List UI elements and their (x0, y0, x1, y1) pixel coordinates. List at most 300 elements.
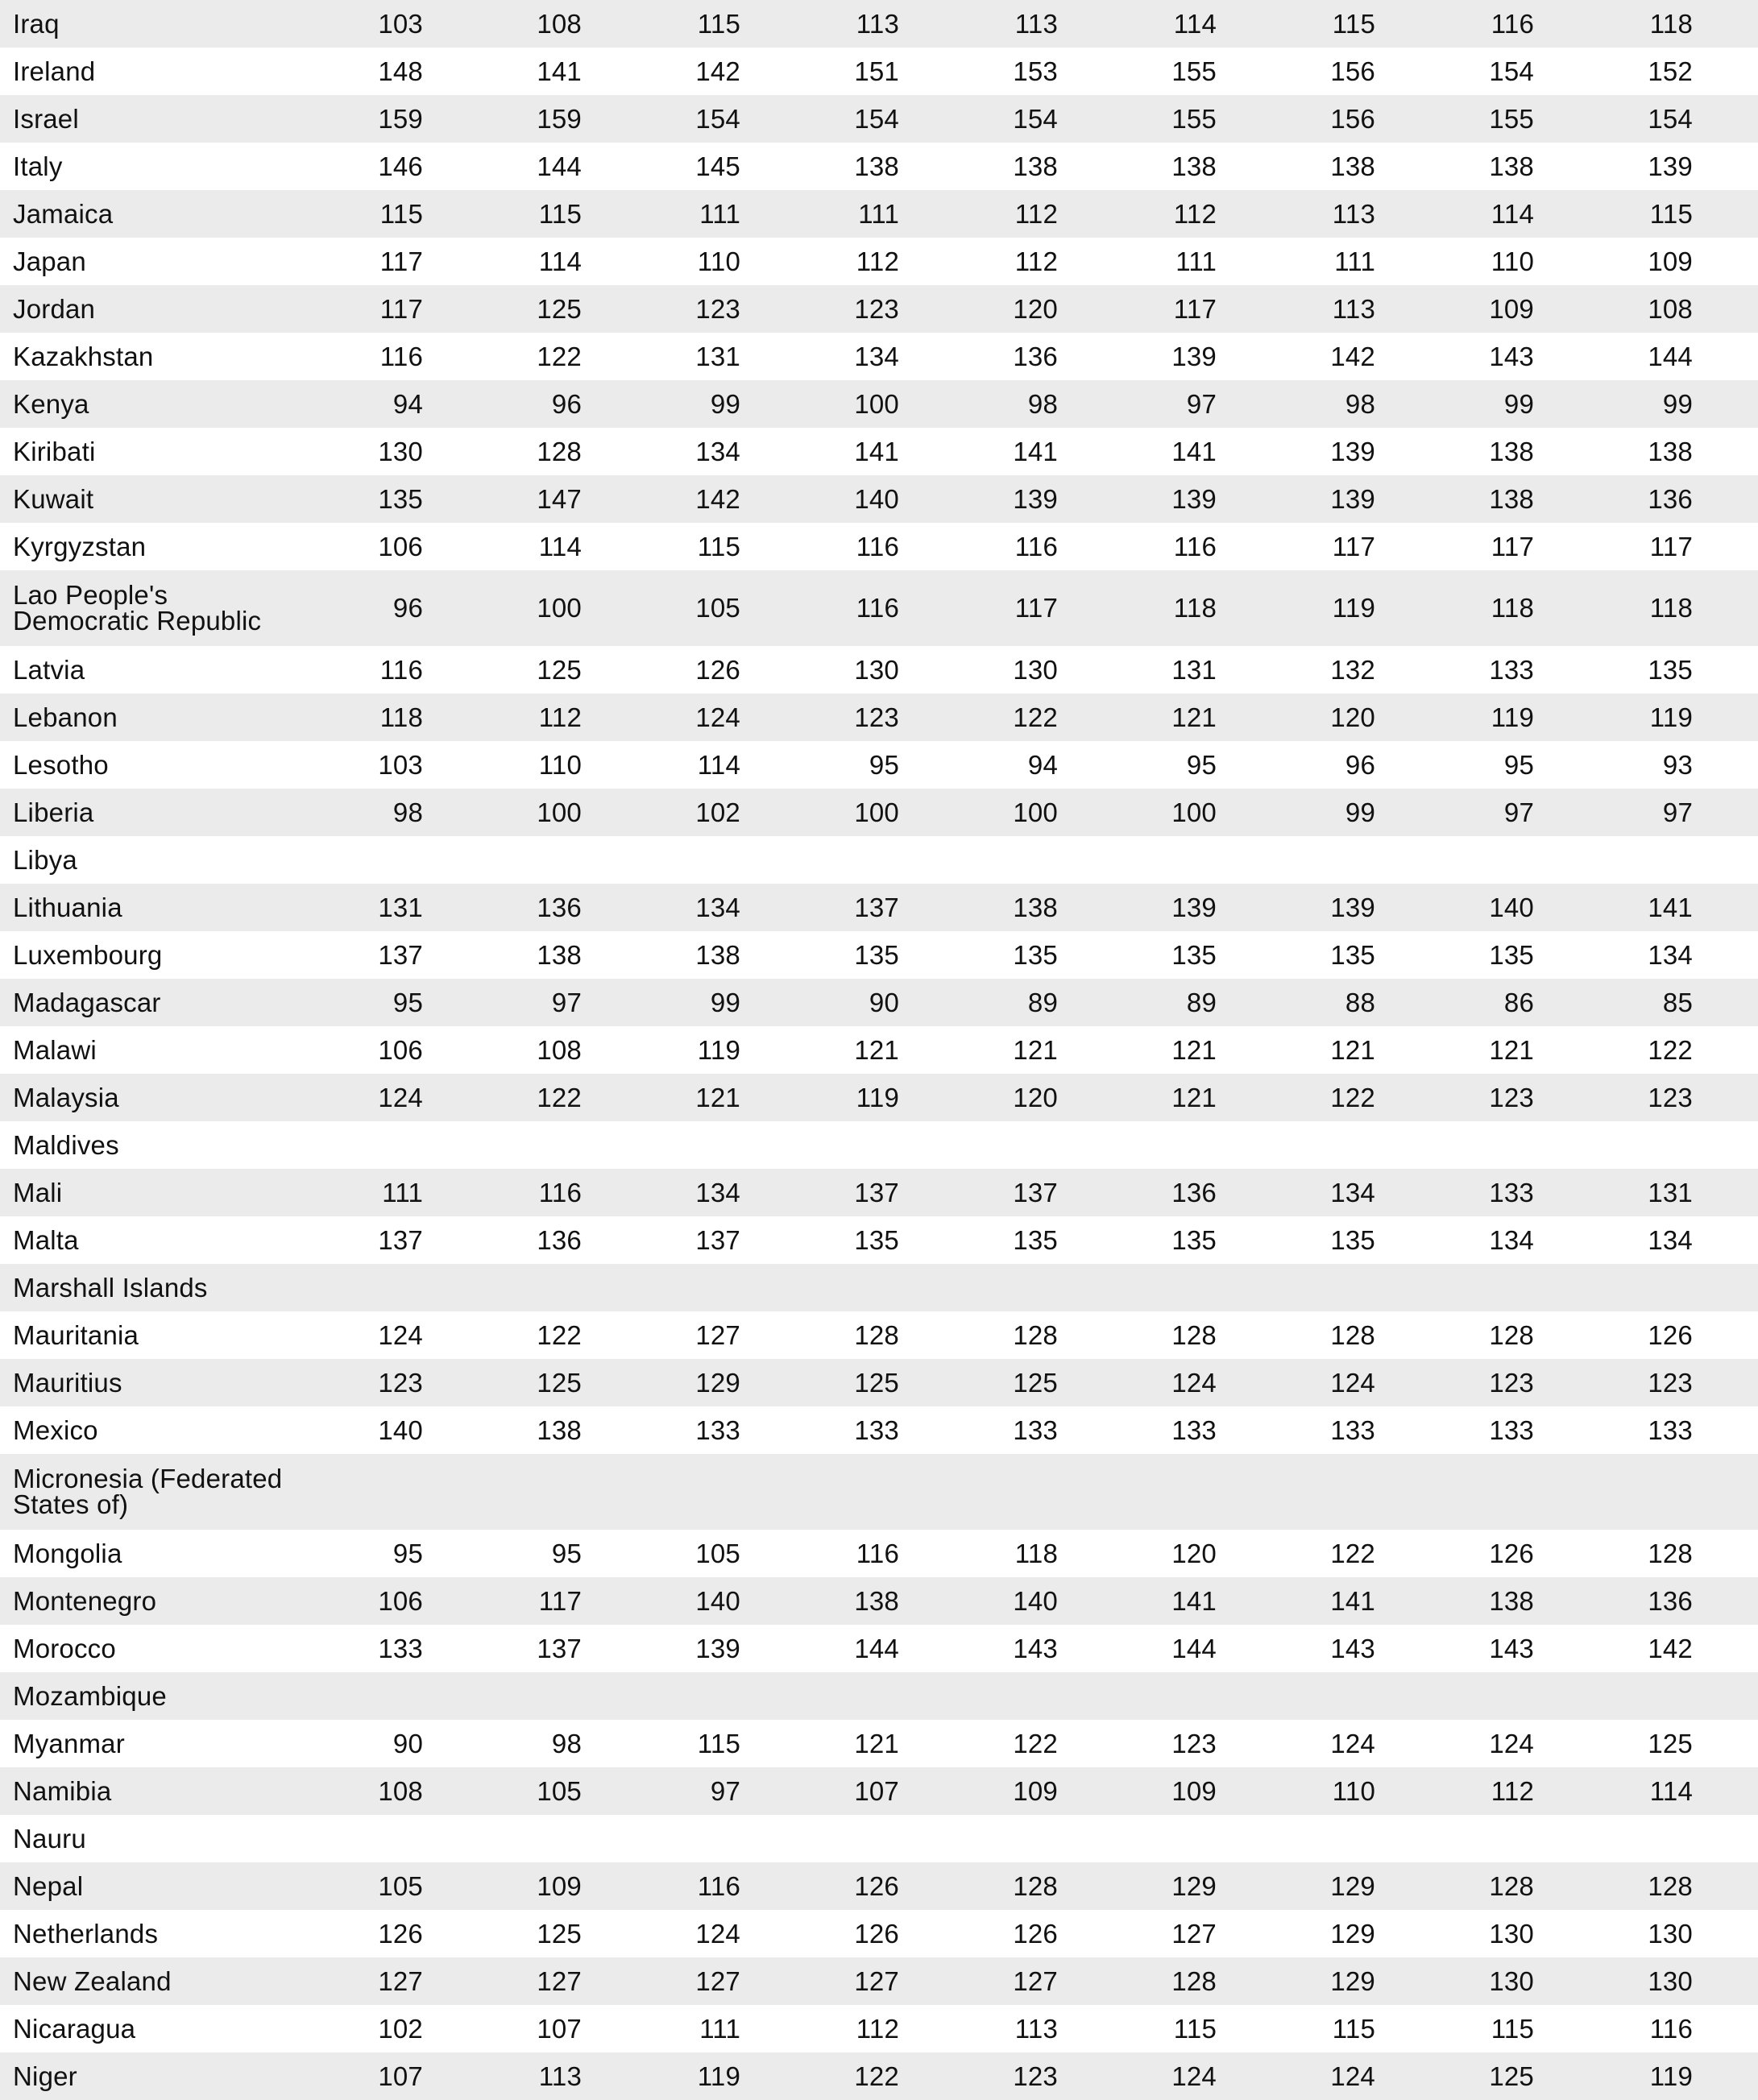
value-cell: 125 (1489, 2061, 1534, 2091)
country-name: Mongolia (13, 1538, 122, 1568)
value-cell: 135 (1489, 939, 1534, 970)
value-cell: 138 (854, 1585, 899, 1616)
value-cell: 96 (551, 388, 582, 419)
value-cell: 103 (378, 749, 423, 780)
table-row (0, 646, 1758, 694)
value-cell: 138 (1648, 436, 1693, 466)
table-row (0, 428, 1758, 475)
value-cell: 93 (1662, 749, 1693, 780)
value-cell: 139 (1171, 892, 1217, 922)
value-cell: 116 (1014, 531, 1058, 561)
value-cell: 141 (854, 436, 899, 466)
value-cell: 140 (1013, 1585, 1058, 1616)
value-cell: 97 (551, 987, 582, 1017)
value-cell: 114 (1491, 198, 1534, 229)
country-name: Lithuania (13, 892, 122, 922)
value-cell: 116 (1491, 8, 1534, 39)
value-cell: 95 (392, 1538, 423, 1568)
table-row (0, 1216, 1758, 1264)
value-cell: 128 (1489, 1870, 1534, 1901)
table-row (0, 931, 1758, 979)
value-cell: 128 (1013, 1870, 1058, 1901)
country-name: Mauritania (13, 1319, 139, 1350)
value-cell: 105 (695, 593, 740, 623)
value-cell: 128 (1171, 1319, 1217, 1350)
table-row (0, 1359, 1758, 1406)
value-cell: 138 (854, 151, 899, 181)
value-cell: 100 (854, 388, 899, 419)
value-cell: 111 (1334, 246, 1375, 276)
value-cell: 116 (856, 1538, 899, 1568)
value-cell: 129 (1171, 1870, 1217, 1901)
value-cell: 127 (695, 1965, 740, 1996)
table-row (0, 1169, 1758, 1216)
value-cell: 130 (854, 654, 899, 685)
value-cell: 112 (856, 246, 899, 276)
value-cell: 115 (1332, 2013, 1375, 2044)
value-cell: 154 (1489, 56, 1534, 86)
country-name: Luxembourg (13, 939, 163, 970)
value-cell: 103 (378, 8, 423, 39)
value-cell: 127 (1171, 1918, 1217, 1949)
value-cell: 135 (1330, 1224, 1375, 1255)
value-cell: 120 (1013, 1082, 1058, 1112)
country-name: Myanmar (13, 1728, 125, 1758)
value-cell: 116 (1649, 2013, 1693, 2044)
value-cell: 96 (1345, 749, 1375, 780)
country-name: Israel (13, 103, 79, 134)
value-cell: 138 (695, 939, 740, 970)
value-cell: 125 (1648, 1728, 1693, 1758)
value-cell: 119 (1491, 702, 1534, 732)
value-cell: 136 (537, 1224, 582, 1255)
value-cell: 125 (537, 293, 582, 324)
value-cell: 109 (1648, 246, 1693, 276)
value-cell: 116 (856, 531, 899, 561)
value-cell: 140 (854, 483, 899, 514)
country-name: Montenegro (13, 1585, 157, 1616)
value-cell: 115 (538, 198, 582, 229)
value-cell: 143 (1013, 1633, 1058, 1663)
value-cell: 144 (854, 1633, 899, 1663)
value-cell: 154 (1013, 103, 1058, 134)
value-cell: 108 (1648, 293, 1693, 324)
value-cell: 114 (697, 749, 740, 780)
country-name: Lao People's Democratic Republic (13, 580, 262, 636)
value-cell: 109 (1489, 293, 1534, 324)
value-cell: 123 (854, 293, 899, 324)
value-cell: 138 (1489, 1585, 1534, 1616)
value-cell: 122 (537, 1319, 582, 1350)
value-cell: 90 (392, 1728, 423, 1758)
value-cell: 113 (1014, 2013, 1058, 2044)
value-cell: 116 (379, 654, 423, 685)
table-row (0, 1815, 1758, 1862)
value-cell: 124 (695, 1918, 740, 1949)
value-cell: 122 (1013, 702, 1058, 732)
value-cell: 126 (1013, 1918, 1058, 1949)
value-cell: 134 (1648, 939, 1693, 970)
country-name: Niger (13, 2061, 77, 2091)
value-cell: 154 (854, 103, 899, 134)
value-cell: 126 (695, 654, 740, 685)
value-cell: 121 (695, 1082, 740, 1112)
value-cell: 121 (854, 1034, 899, 1065)
country-name: Madagascar (13, 987, 161, 1017)
value-cell: 119 (1332, 593, 1375, 623)
value-cell: 111 (1175, 246, 1217, 276)
value-cell: 126 (1489, 1538, 1534, 1568)
value-cell: 134 (1330, 1177, 1375, 1207)
value-cell: 108 (537, 8, 582, 39)
table-row (0, 1074, 1758, 1121)
value-cell: 97 (1662, 797, 1693, 827)
value-cell: 121 (1171, 1082, 1217, 1112)
value-cell: 99 (1662, 388, 1693, 419)
value-cell: 136 (537, 892, 582, 922)
value-cell: 99 (710, 987, 740, 1017)
value-cell: 132 (1330, 654, 1375, 685)
value-cell: 97 (710, 1775, 740, 1806)
value-cell: 127 (537, 1965, 582, 1996)
value-cell: 105 (378, 1870, 423, 1901)
value-cell: 119 (856, 1082, 899, 1112)
value-cell: 119 (1649, 702, 1693, 732)
value-cell: 85 (1662, 987, 1693, 1017)
value-cell: 135 (378, 483, 423, 514)
value-cell: 102 (695, 797, 740, 827)
value-cell: 114 (538, 246, 582, 276)
value-cell: 156 (1330, 103, 1375, 134)
value-cell: 125 (854, 1367, 899, 1398)
value-cell: 141 (1171, 436, 1217, 466)
value-cell: 133 (1013, 1414, 1058, 1445)
country-name: Italy (13, 151, 63, 181)
value-cell: 126 (854, 1918, 899, 1949)
value-cell: 125 (537, 1918, 582, 1949)
value-cell: 116 (856, 593, 899, 623)
value-cell: 130 (1648, 1918, 1693, 1949)
value-cell: 123 (1489, 1082, 1534, 1112)
value-cell: 130 (378, 436, 423, 466)
value-cell: 159 (537, 103, 582, 134)
value-cell: 133 (1648, 1414, 1693, 1445)
table-row (0, 1957, 1758, 2005)
table-row (0, 1264, 1758, 1311)
value-cell: 134 (854, 341, 899, 371)
value-cell: 139 (1171, 483, 1217, 514)
value-cell: 117 (538, 1585, 582, 1616)
value-cell: 97 (1503, 797, 1534, 827)
value-cell: 120 (1330, 702, 1375, 732)
value-cell: 123 (1013, 2061, 1058, 2091)
value-cell: 115 (379, 198, 423, 229)
value-cell: 127 (854, 1965, 899, 1996)
country-name: Maldives (13, 1129, 119, 1160)
value-cell: 98 (1027, 388, 1058, 419)
country-name: Malaysia (13, 1082, 119, 1112)
value-cell: 123 (1648, 1367, 1693, 1398)
table-row (0, 1026, 1758, 1074)
value-cell: 139 (695, 1633, 740, 1663)
table-row (0, 190, 1758, 238)
country-name: Iraq (13, 8, 60, 39)
table-row (0, 1121, 1758, 1169)
country-name: Mozambique (13, 1680, 167, 1711)
value-cell: 98 (392, 797, 423, 827)
value-cell: 133 (1489, 654, 1534, 685)
value-cell: 138 (1489, 151, 1534, 181)
value-cell: 115 (1332, 8, 1375, 39)
value-cell: 135 (1171, 939, 1217, 970)
value-cell: 141 (1171, 1585, 1217, 1616)
value-cell: 100 (537, 797, 582, 827)
table-row (0, 1406, 1758, 1454)
value-cell: 136 (1648, 483, 1693, 514)
value-cell: 133 (1330, 1414, 1375, 1445)
value-cell: 112 (1014, 198, 1058, 229)
value-cell: 124 (378, 1319, 423, 1350)
value-cell: 121 (854, 1728, 899, 1758)
value-cell: 155 (1489, 103, 1534, 134)
value-cell: 154 (695, 103, 740, 134)
value-cell: 112 (1173, 198, 1217, 229)
value-cell: 122 (1013, 1728, 1058, 1758)
value-cell: 99 (1503, 388, 1534, 419)
value-cell: 138 (1489, 483, 1534, 514)
country-name: Nicaragua (13, 2013, 136, 2044)
value-cell: 137 (854, 1177, 899, 1207)
country-name: Nepal (13, 1870, 84, 1901)
table-row (0, 95, 1758, 143)
country-name: Japan (13, 246, 86, 276)
value-cell: 138 (537, 1414, 582, 1445)
table-row (0, 1910, 1758, 1957)
value-cell: 109 (537, 1870, 582, 1901)
value-cell: 117 (1332, 531, 1375, 561)
value-cell: 140 (1489, 892, 1534, 922)
value-cell: 116 (379, 341, 423, 371)
table-row (0, 1767, 1758, 1815)
value-cell: 129 (1330, 1870, 1375, 1901)
value-cell: 94 (1027, 749, 1058, 780)
value-cell: 142 (1330, 341, 1375, 371)
value-cell: 139 (1330, 483, 1375, 514)
table-row (0, 884, 1758, 931)
value-cell: 128 (1171, 1965, 1217, 1996)
value-cell: 128 (537, 436, 582, 466)
value-cell: 115 (697, 531, 740, 561)
value-cell: 110 (697, 246, 740, 276)
value-cell: 119 (697, 2061, 740, 2091)
table-row (0, 333, 1758, 380)
value-cell: 102 (378, 2013, 423, 2044)
value-cell: 143 (1489, 341, 1534, 371)
value-cell: 122 (537, 1082, 582, 1112)
value-cell: 110 (1491, 246, 1534, 276)
value-cell: 115 (697, 1728, 740, 1758)
value-cell: 137 (378, 939, 423, 970)
value-cell: 112 (1491, 1775, 1534, 1806)
value-cell: 137 (1013, 1177, 1058, 1207)
table-row (0, 238, 1758, 285)
value-cell: 156 (1330, 56, 1375, 86)
value-cell: 135 (854, 939, 899, 970)
value-cell: 128 (1648, 1538, 1693, 1568)
value-cell: 114 (1649, 1775, 1693, 1806)
table-row (0, 2005, 1758, 2052)
value-cell: 100 (537, 593, 582, 623)
value-cell: 113 (1332, 293, 1375, 324)
value-cell: 125 (1013, 1367, 1058, 1398)
value-cell: 115 (1491, 2013, 1534, 2044)
value-cell: 141 (1013, 436, 1058, 466)
value-cell: 134 (1489, 1224, 1534, 1255)
value-cell: 135 (1013, 1224, 1058, 1255)
country-name: Lesotho (13, 749, 109, 780)
value-cell: 126 (854, 1870, 899, 1901)
value-cell: 144 (537, 151, 582, 181)
value-cell: 117 (1014, 593, 1058, 623)
value-cell: 152 (1648, 56, 1693, 86)
value-cell: 117 (1649, 531, 1693, 561)
value-cell: 108 (378, 1775, 423, 1806)
country-name: Kiribati (13, 436, 96, 466)
table-row (0, 285, 1758, 333)
value-cell: 138 (1171, 151, 1217, 181)
value-cell: 114 (1173, 8, 1217, 39)
value-cell: 137 (854, 892, 899, 922)
value-cell: 89 (1027, 987, 1058, 1017)
value-cell: 139 (1013, 483, 1058, 514)
value-cell: 143 (1330, 1633, 1375, 1663)
value-cell: 141 (537, 56, 582, 86)
value-cell: 121 (1013, 1034, 1058, 1065)
value-cell: 109 (1171, 1775, 1217, 1806)
value-cell: 134 (695, 892, 740, 922)
value-cell: 145 (695, 151, 740, 181)
value-cell: 106 (378, 1585, 423, 1616)
table-row (0, 741, 1758, 789)
country-name: Mali (13, 1177, 63, 1207)
value-cell: 128 (1648, 1870, 1693, 1901)
value-cell: 99 (710, 388, 740, 419)
value-cell: 130 (1489, 1965, 1534, 1996)
value-cell: 106 (378, 531, 423, 561)
value-cell: 147 (537, 483, 582, 514)
value-cell: 142 (695, 483, 740, 514)
value-cell: 128 (1013, 1319, 1058, 1350)
value-cell: 105 (695, 1538, 740, 1568)
value-cell: 124 (1171, 1367, 1217, 1398)
value-cell: 140 (378, 1414, 423, 1445)
value-cell: 117 (379, 246, 423, 276)
value-cell: 123 (1171, 1728, 1217, 1758)
value-cell: 116 (538, 1177, 582, 1207)
value-cell: 90 (869, 987, 899, 1017)
table-row (0, 979, 1758, 1026)
value-cell: 124 (695, 702, 740, 732)
value-cell: 121 (1171, 1034, 1217, 1065)
country-name: Kazakhstan (13, 341, 154, 371)
value-cell: 121 (1171, 702, 1217, 732)
value-cell: 106 (378, 1034, 423, 1065)
value-cell: 96 (392, 593, 423, 623)
value-cell: 117 (1173, 293, 1217, 324)
value-cell: 120 (1013, 293, 1058, 324)
value-cell: 95 (1503, 749, 1534, 780)
country-name: Nauru (13, 1823, 86, 1854)
table-row (0, 475, 1758, 523)
value-cell: 133 (1171, 1414, 1217, 1445)
value-cell: 123 (854, 702, 899, 732)
value-cell: 118 (379, 702, 423, 732)
value-cell: 127 (378, 1965, 423, 1996)
value-cell: 95 (1186, 749, 1217, 780)
value-cell: 143 (1489, 1633, 1534, 1663)
value-cell: 110 (1332, 1775, 1375, 1806)
value-cell: 98 (1345, 388, 1375, 419)
value-cell: 129 (1330, 1918, 1375, 1949)
value-cell: 111 (858, 198, 899, 229)
value-cell: 124 (1489, 1728, 1534, 1758)
country-name: Marshall Islands (13, 1272, 208, 1303)
value-cell: 141 (1330, 1585, 1375, 1616)
value-cell: 115 (697, 8, 740, 39)
value-cell: 118 (1649, 593, 1693, 623)
value-cell: 100 (1013, 797, 1058, 827)
value-cell: 134 (695, 436, 740, 466)
country-name: Kuwait (13, 483, 94, 514)
value-cell: 119 (1649, 2061, 1693, 2091)
value-cell: 122 (854, 2061, 899, 2091)
value-cell: 123 (1648, 1082, 1693, 1112)
value-cell: 139 (1648, 151, 1693, 181)
value-cell: 111 (699, 198, 740, 229)
value-cell: 130 (1648, 1965, 1693, 1996)
country-name: Mexico (13, 1414, 98, 1445)
value-cell: 100 (1171, 797, 1217, 827)
value-cell: 130 (1489, 1918, 1534, 1949)
value-cell: 130 (1013, 654, 1058, 685)
value-cell: 107 (378, 2061, 423, 2091)
value-cell: 139 (1171, 341, 1217, 371)
country-name: Micronesia (Federated States of) (13, 1464, 283, 1519)
value-cell: 135 (1013, 939, 1058, 970)
value-cell: 154 (1648, 103, 1693, 134)
table-row (0, 48, 1758, 95)
value-cell: 131 (1648, 1177, 1693, 1207)
value-cell: 135 (1330, 939, 1375, 970)
value-cell: 113 (1014, 8, 1058, 39)
table-row (0, 1577, 1758, 1625)
table-row (0, 694, 1758, 741)
value-cell: 142 (695, 56, 740, 86)
value-cell: 122 (1330, 1082, 1375, 1112)
country-name: Ireland (13, 56, 96, 86)
value-cell: 126 (378, 1918, 423, 1949)
value-cell: 155 (1171, 103, 1217, 134)
value-cell: 133 (378, 1633, 423, 1663)
value-cell: 159 (378, 103, 423, 134)
value-cell: 139 (1330, 892, 1375, 922)
value-cell: 97 (1186, 388, 1217, 419)
value-cell: 99 (1345, 797, 1375, 827)
value-cell: 124 (1330, 2061, 1375, 2091)
value-cell: 137 (378, 1224, 423, 1255)
value-cell: 118 (1649, 8, 1693, 39)
value-cell: 115 (1173, 2013, 1217, 2044)
